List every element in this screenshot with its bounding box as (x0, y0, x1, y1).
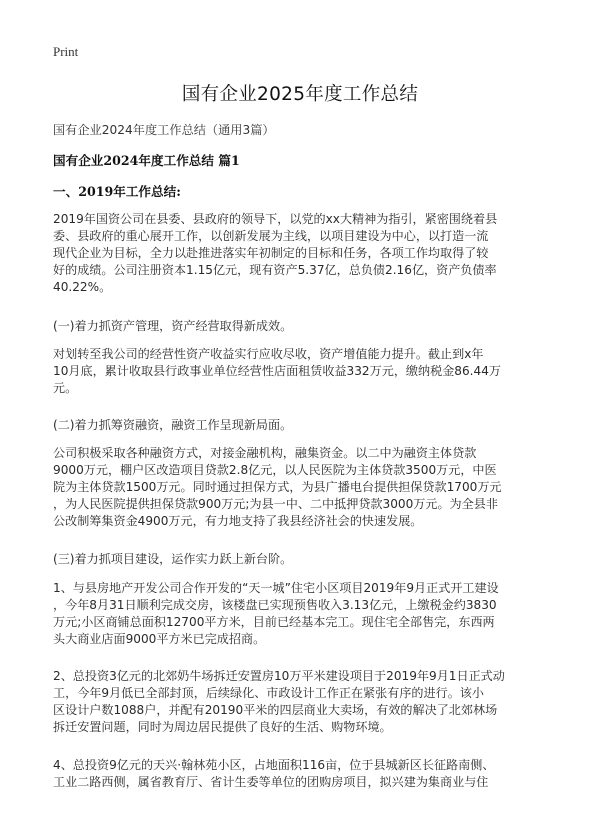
chapter-heading: 国有企业2024年度工作总结 篇1 (53, 153, 240, 168)
paragraph-summary (53, 211, 553, 296)
paragraph-line: 对划转至我公司的经营性资产收益实行应收尽收，资产增值能力提升。截止到x年 (53, 347, 484, 361)
subheading-project-construction: (三)着力抓项目建设，运作实力跃上新台阶。 (53, 552, 293, 566)
paragraph-line: ，今年8月31日顺利完成交房，该楼盘已实现预售收入3.13亿元，上缴税金约3830 (53, 598, 497, 612)
paragraph-line: 委、县政府的重心展开工作，以创新发展为主线，以项目建设为中心，以打造一流 (53, 229, 489, 243)
paragraph-financing (53, 445, 553, 530)
paragraph-line: 头大商业店面9000平方米已完成招商。 (53, 632, 266, 646)
paragraph-line: 好的成绩。公司注册资本1.15亿元，现有资产5.37亿，总负债2.16亿，资产负债率 (53, 263, 497, 277)
paragraph-line: 9000万元，棚户区改造项目贷款2.8亿元，以人民医院为主体贷款3500万元，中医 (53, 463, 497, 477)
paragraph-line: 2019年国资公司在县委、县政府的领导下，以党的xx大精神为指引，紧密围绕着县 (53, 212, 498, 226)
paragraph-line: 工，今年9月低已全部封顶，后续绿化、市政设计工作正在紧张有序的进行。该小 (53, 686, 484, 700)
document-subtitle: 国有企业2024年度工作总结（通用3篇） (53, 123, 275, 137)
paragraph-line: ，为人民医院提供担保贷款900万元;为县一中、二中抵押贷款3000万元。为全县非 (53, 497, 498, 511)
paragraph-line: 4、总投资9亿元的天兴·翰林苑小区，占地面积116亩，位于县城新区长征路南侧、 (53, 758, 495, 772)
paragraph-line: 40.22%。 (53, 280, 112, 294)
paragraph-line: 工业二路西侧，属省教育厅、省计生委等单位的团购房项目，拟兴建为集商业与住 (53, 775, 489, 789)
paragraph-asset-management (53, 346, 553, 397)
paragraph-project-4 (53, 757, 553, 791)
paragraph-line: 公改制筹集资金4900万元，有力地支持了我县经济社会的快速发展。 (53, 514, 423, 528)
paragraph-line: 院为主体贷款1500万元。同时通过担保方式，为县广播电台提供担保贷款1700万元 (53, 480, 502, 494)
paragraph-line: 元。 (53, 381, 78, 395)
subheading-financing: (二)着力抓筹资融资，融资工作呈现新局面。 (53, 418, 293, 432)
paragraph-project-1 (53, 580, 553, 648)
page-title: 国有企业2025年度工作总结 (181, 84, 419, 105)
paragraph-line: 拆迁安置问题，同时为周边居民提供了良好的生活、购物环境。 (53, 720, 392, 734)
paragraph-line: 万元;小区商铺总面积12700平方米，目前已经基本完工。现住宅全部售完，东西两 (53, 615, 495, 629)
paragraph-line: 2、总投资3亿元的北郊奶牛场拆迁安置房10万平米建设项目于2019年9月1日正式动 (53, 669, 505, 683)
paragraph-line: 区设计户数1088户，并配有20190平米的四层商业大卖场，有效的解决了北郊林场 (53, 703, 498, 717)
paragraph-line: 公司积极采取各种融资方式，对接金融机构，融集资金。以二中为融资主体贷款 (53, 446, 477, 460)
paragraph-line: 现代企业为目标，全力以赴推进落实年初制定的目标和任务，各项工作均取得了较 (53, 246, 489, 260)
section-heading: 一、2019年工作总结: (53, 184, 181, 199)
subheading-asset-management: (一)着力抓资产管理，资产经营取得新成效。 (53, 319, 293, 333)
print-link[interactable]: Print (53, 44, 79, 59)
paragraph-line: 1、与县房地产开发公司合作开发的“天一城”住宅小区项目2019年9月正式开工建设 (53, 581, 499, 595)
paragraph-line: 10月底，累计收取县行政事业单位经营性店面租赁收益332万元，缴纳税金86.44万 (53, 364, 502, 378)
paragraph-project-2 (53, 668, 553, 736)
